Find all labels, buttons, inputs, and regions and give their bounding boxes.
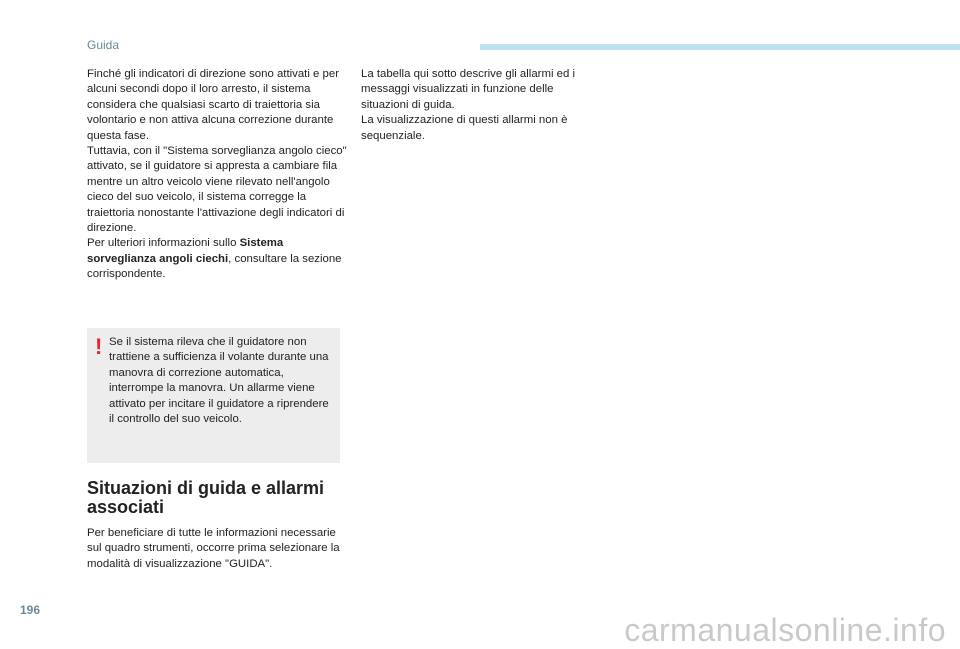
- more-info-suffix: , consultare la sezione corrispondente.: [87, 252, 342, 281]
- header-accent-bar: [480, 44, 960, 50]
- section-label: Guida: [87, 38, 120, 52]
- watermark: carmanualsonline.info: [624, 612, 946, 648]
- more-info-prefix: Per ulteriori informazioni sullo: [87, 237, 240, 250]
- paragraph-table-description: La tabella qui sotto descrive gli allarmi ed i messaggi visualizzati in funzione delle situazioni di guida.: [361, 68, 576, 111]
- paragraph-non-sequential: La visualizzazione di questi allarmi non è sequenziale.: [361, 114, 568, 142]
- blind-spot-system-reference: Sistema sorveglianza angoli ciechi: [87, 237, 284, 265]
- section-heading: Situazioni di guida e allarmi associati: [87, 478, 325, 517]
- right-column: [361, 67, 601, 144]
- paragraph-turn-signals: Finché gli indicatori di direzione sono attivati e per alcuni secondi dopo il loro arresto, il sistema considera che qualsiasi scarto di traiettoria sia volontario e non attiva alcuna correzione durante questa fase.: [87, 68, 339, 142]
- left-column: [87, 67, 347, 283]
- warning-exclamation-icon: !: [95, 334, 103, 359]
- warning-box: [87, 328, 340, 463]
- paragraph-blind-spot: Tuttavia, con il "Sistema sorveglianza angolo cieco" attivato, se il guidatore si appresta a cambiare fila mentre un altro veicolo viene rilevato nell'angolo cieco del suo veicolo, il sistema corregge la traiettoria nonostante l'attivazione degli indicatori di direzione.: [87, 145, 347, 235]
- section-intro: Per beneficiare di tutte le informazioni necessarie sul quadro strumenti, occorre prima selezionare la modalità di visualizzazione "GUIDA".: [87, 527, 340, 570]
- warning-text: Se il sistema rileva che il guidatore non trattiene a sufficienza il volante durante una manovra di correzione automatica, interrompe la manovra. Un allarme viene attivato per incitare il guidatore a riprendere il controllo del suo veicolo.: [109, 336, 329, 426]
- paragraph-more-info: [87, 236, 347, 282]
- page-number: 196: [20, 603, 41, 617]
